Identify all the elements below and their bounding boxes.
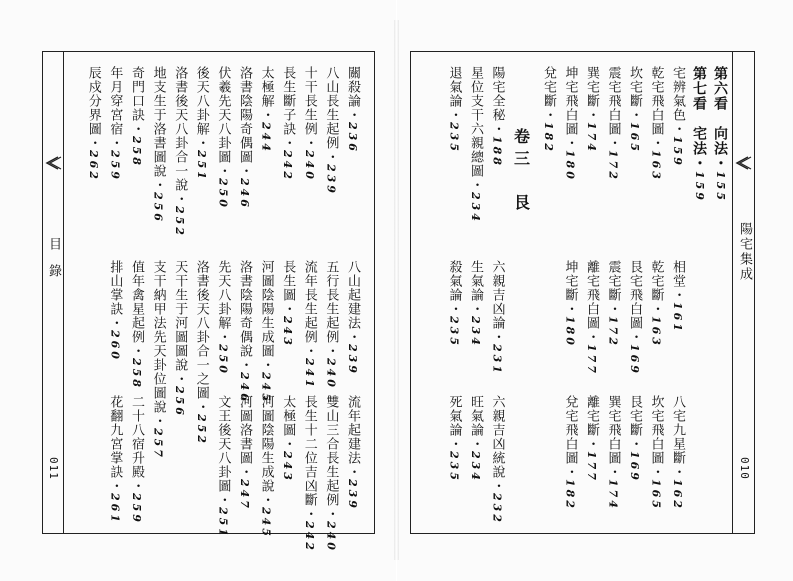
toc-entry: 二十八宿升殿・259	[129, 395, 144, 525]
toc-entry: 乾宅飛白圖・163	[648, 66, 664, 182]
toc-entry: 八宅九星斷・162	[670, 395, 685, 511]
right-tab-column	[733, 51, 755, 534]
toc-entry: 太極圖・243	[280, 395, 296, 483]
toc-entry: 先天八卦解・250	[215, 260, 231, 376]
right-page-number: 010	[738, 457, 751, 480]
toc-entry: 宅辨氣色・159	[670, 66, 685, 168]
toc-entry: 值年禽星起例・258	[129, 260, 144, 390]
toc-entry: 星位支干六親總圖・234	[468, 66, 483, 224]
toc-entry: 太極解・244	[258, 66, 274, 154]
toc-entry: 長生斷子訣・242	[280, 66, 296, 182]
toc-entry: 長生十二位吉凶斷・242	[301, 395, 317, 553]
toc-entry: 洛書陰陽奇偶圖・246	[237, 66, 252, 210]
chevron-left-icon	[44, 156, 62, 170]
toc-entry: 艮宅飛白圖・169	[627, 260, 642, 376]
toc-entry: 雙山三合長生起例・240	[323, 395, 339, 553]
toc-entry: 離宅斷・177	[584, 395, 599, 483]
toc-entry: 八山起建法・239	[345, 260, 360, 376]
toc-entry: 排山掌訣・260	[107, 260, 123, 362]
toc-entry: 流年起建法・239	[345, 395, 360, 511]
toc-entry: 坤宅飛白圖・180	[562, 66, 578, 182]
toc-entry: 殺氣論・235	[446, 260, 462, 348]
toc-entry: 辰戍分界圖・262	[85, 66, 101, 182]
toc-entry: 花翻九宮掌訣・261	[107, 395, 123, 525]
toc-heading: 第七看 宅法・159	[691, 66, 707, 203]
toc-entry: 關殺論・236	[345, 66, 360, 154]
right-tab-title: 陽宅集成	[737, 222, 752, 282]
toc-entry: 旺氣論・234	[468, 395, 483, 483]
toc-entry: 相堂・161	[670, 260, 685, 334]
toc-entry: 河圖洛書圖・247	[237, 395, 252, 511]
toc-entry: 後天八卦解・251	[193, 66, 209, 182]
toc-entry: 天干生于河圖圖說・256	[172, 260, 188, 418]
toc-entry: 五行長生起例・240	[323, 260, 339, 390]
toc-entry: 震宅飛白圖・172	[605, 66, 621, 182]
toc-entry: 艮宅斷・169	[627, 395, 642, 483]
toc-entry: 地支生于洛書圖說・256	[150, 66, 166, 224]
toc-entry: 坤宅斷・180	[562, 260, 578, 348]
toc-entry: 年月穿宮宿・259	[107, 66, 123, 182]
toc-entry: 洛書後天八卦合一之圖・252	[193, 260, 209, 446]
toc-entry: 坎宅飛白圖・165	[648, 395, 664, 511]
toc-entry: 六親吉凶論・231	[489, 260, 505, 376]
chevron-left-icon	[734, 156, 752, 170]
toc-entry: 離宅飛白圖・177	[584, 260, 599, 376]
toc-entry: 震宅斷・172	[605, 260, 621, 348]
toc-entry: 洛書陰陽奇偶說・246	[237, 260, 252, 404]
toc-heading: 第六看 向法・155	[712, 66, 728, 203]
toc-entry: 河圖陰陽生成說・245	[258, 395, 274, 539]
toc-entry: 退氣論・235	[446, 66, 462, 154]
toc-entry: 六親吉凶統說・232	[489, 395, 505, 525]
toc-entry: 生氣論・234	[468, 260, 483, 348]
toc-entry: 兌宅斷・182	[541, 66, 556, 154]
book-gutter	[394, 20, 399, 560]
toc-entry: 洛書後天八卦合一說・252	[172, 66, 188, 238]
left-page-number: 011	[47, 457, 60, 480]
toc-entry: 坎宅斷・165	[627, 66, 642, 154]
toc-entry: 巽宅斷・174	[584, 66, 599, 154]
toc-entry: 奇門口訣・258	[129, 66, 144, 168]
toc-entry: 文王後天八卦圖・251	[215, 395, 231, 539]
toc-entry: 支干納甲法先天卦位圖說・257	[150, 260, 166, 460]
toc-entry: 乾宅斷・163	[648, 260, 664, 348]
left-tab-title: 目錄	[46, 237, 61, 291]
toc-entry: 兌宅飛白圖・182	[562, 395, 578, 511]
volume-heading: 卷三 艮	[511, 128, 531, 216]
toc-entry: 巽宅飛白圖・174	[605, 395, 621, 511]
toc-entry: 河圖陰陽生成圖・245	[258, 260, 274, 404]
toc-entry: 流年長生起例・241	[301, 260, 317, 390]
left-tab-column	[42, 51, 64, 534]
toc-entry: 死氣論・235	[446, 395, 462, 483]
toc-entry: 陽宅全秘・188	[489, 66, 505, 168]
toc-entry: 八山長生起例・239	[323, 66, 339, 196]
toc-entry: 伏羲先天八卦圖・250	[215, 66, 231, 210]
toc-entry: 十干長生例・240	[301, 66, 317, 182]
toc-entry: 長生圖・243	[280, 260, 296, 348]
